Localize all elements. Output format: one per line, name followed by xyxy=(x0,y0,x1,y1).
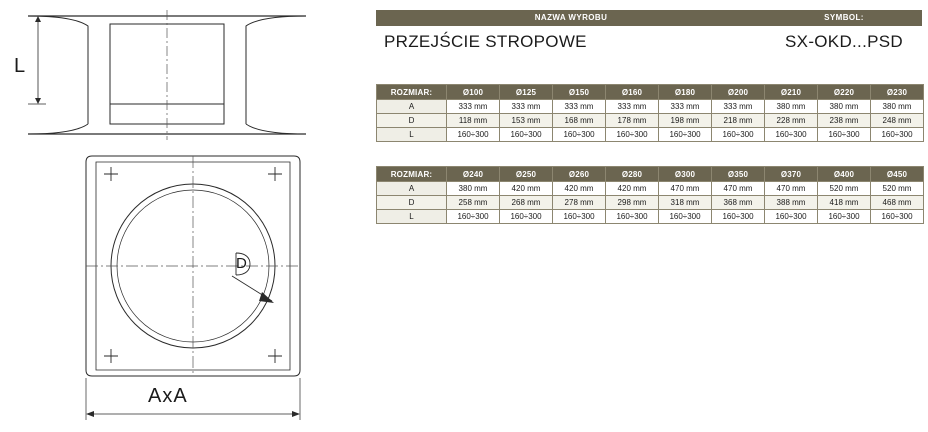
table2-row0-cell1: 420 mm xyxy=(500,182,553,196)
table1-row1-cell3: 178 mm xyxy=(606,114,659,128)
table2-row0-cell6: 470 mm xyxy=(765,182,818,196)
table2-row1-cell5: 368 mm xyxy=(712,196,765,210)
table2-header-5: Ø300 xyxy=(659,167,712,182)
table-row xyxy=(377,196,924,210)
table1-row1-cell4: 198 mm xyxy=(659,114,712,128)
table2-row1-cell2: 278 mm xyxy=(553,196,606,210)
table2-header-4: Ø280 xyxy=(606,167,659,182)
table1-row1-cell5: 218 mm xyxy=(712,114,765,128)
table2-row0-cell7: 520 mm xyxy=(818,182,871,196)
table1-header-3: Ø150 xyxy=(553,85,606,100)
table1-row1-cell2: 168 mm xyxy=(553,114,606,128)
table2-row2-cell8: 160÷300 xyxy=(871,210,924,224)
table2-row2-label: L xyxy=(377,210,447,224)
ceiling-penetration-drawing xyxy=(0,0,370,432)
size-table-2 xyxy=(376,166,924,224)
header-band-name-label: NAZWA WYROBU xyxy=(534,13,608,22)
table2-row2-cell0: 160÷300 xyxy=(447,210,500,224)
table2-row0-cell2: 420 mm xyxy=(553,182,606,196)
table1-row1-cell1: 153 mm xyxy=(500,114,553,128)
table-row xyxy=(377,210,924,224)
table1-row0-cell0: 333 mm xyxy=(447,100,500,114)
table1-row2-cell8: 160÷300 xyxy=(871,128,924,142)
table2-row0-cell3: 420 mm xyxy=(606,182,659,196)
table1-row0-cell2: 333 mm xyxy=(553,100,606,114)
table1-row2-label: L xyxy=(377,128,447,142)
table2-row1-cell1: 268 mm xyxy=(500,196,553,210)
header-values xyxy=(376,32,922,60)
label-L: L xyxy=(14,55,27,77)
table2-header-8: Ø400 xyxy=(818,167,871,182)
header-band xyxy=(376,10,922,26)
table-header-row xyxy=(377,85,924,100)
table2-row0-cell8: 520 mm xyxy=(871,182,924,196)
dimension-L xyxy=(28,16,46,104)
table1-header-6: Ø200 xyxy=(712,85,765,100)
table1-row2-cell2: 160÷300 xyxy=(553,128,606,142)
table2-row1-label: D xyxy=(377,196,447,210)
table1-row1-label: D xyxy=(377,114,447,128)
table1-row0-cell1: 333 mm xyxy=(500,100,553,114)
table1-row0-cell7: 380 mm xyxy=(818,100,871,114)
table2-row2-cell1: 160÷300 xyxy=(500,210,553,224)
table2-row2-cell7: 160÷300 xyxy=(818,210,871,224)
table2-header-2: Ø250 xyxy=(500,167,553,182)
plan-view xyxy=(86,156,300,376)
table1-row2-cell5: 160÷300 xyxy=(712,128,765,142)
table2-row0-cell0: 380 mm xyxy=(447,182,500,196)
table1-row2-cell7: 160÷300 xyxy=(818,128,871,142)
table2-row1-cell8: 468 mm xyxy=(871,196,924,210)
size-table-1 xyxy=(376,84,924,142)
table2-row1-cell7: 418 mm xyxy=(818,196,871,210)
table1-row0-cell4: 333 mm xyxy=(659,100,712,114)
table1-header-5: Ø180 xyxy=(659,85,712,100)
table1-row2-cell3: 160÷300 xyxy=(606,128,659,142)
table2-header-6: Ø350 xyxy=(712,167,765,182)
table2-row2-cell6: 160÷300 xyxy=(765,210,818,224)
table-row xyxy=(377,100,924,114)
table-row xyxy=(377,182,924,196)
table2-row2-cell2: 160÷300 xyxy=(553,210,606,224)
table2-header-3: Ø260 xyxy=(553,167,606,182)
side-elevation-view xyxy=(28,10,306,140)
table1-header-8: Ø220 xyxy=(818,85,871,100)
table1-row0-cell8: 380 mm xyxy=(871,100,924,114)
table1-header-7: Ø210 xyxy=(765,85,818,100)
table2-row1-cell6: 388 mm xyxy=(765,196,818,210)
table1-row0-label: A xyxy=(377,100,447,114)
table1-row1-cell6: 228 mm xyxy=(765,114,818,128)
table2-row2-cell3: 160÷300 xyxy=(606,210,659,224)
table2-header-1: Ø240 xyxy=(447,167,500,182)
table1-header-9: Ø230 xyxy=(871,85,924,100)
label-D: D xyxy=(236,255,247,272)
technical-drawing-panel xyxy=(0,0,370,432)
table1-row1-cell8: 248 mm xyxy=(871,114,924,128)
product-symbol: SX-OKD...PSD xyxy=(785,32,903,51)
table1-row2-cell6: 160÷300 xyxy=(765,128,818,142)
label-AxA: AxA xyxy=(148,385,188,407)
table1-row2-cell4: 160÷300 xyxy=(659,128,712,142)
table1-row1-cell7: 238 mm xyxy=(818,114,871,128)
table2-header-0: ROZMIAR: xyxy=(377,167,447,182)
table1-row2-cell1: 160÷300 xyxy=(500,128,553,142)
table1-header-4: Ø160 xyxy=(606,85,659,100)
table2-row2-cell4: 160÷300 xyxy=(659,210,712,224)
product-data-panel xyxy=(370,0,928,432)
table1-row0-cell3: 333 mm xyxy=(606,100,659,114)
table2-row2-cell5: 160÷300 xyxy=(712,210,765,224)
table1-row2-cell0: 160÷300 xyxy=(447,128,500,142)
table-row xyxy=(377,114,924,128)
table2-row0-cell5: 470 mm xyxy=(712,182,765,196)
table1-header-1: Ø100 xyxy=(447,85,500,100)
header-band-symbol-label: SYMBOL: xyxy=(824,13,864,22)
product-name: PRZEJŚCIE STROPOWE xyxy=(384,32,587,51)
table2-row0-cell4: 470 mm xyxy=(659,182,712,196)
table-row xyxy=(377,128,924,142)
table2-header-7: Ø370 xyxy=(765,167,818,182)
table1-header-2: Ø125 xyxy=(500,85,553,100)
table1-row0-cell6: 380 mm xyxy=(765,100,818,114)
table1-row0-cell5: 333 mm xyxy=(712,100,765,114)
table2-row1-cell3: 298 mm xyxy=(606,196,659,210)
table2-row1-cell4: 318 mm xyxy=(659,196,712,210)
table2-row0-label: A xyxy=(377,182,447,196)
table2-row1-cell0: 258 mm xyxy=(447,196,500,210)
table1-row1-cell0: 118 mm xyxy=(447,114,500,128)
table-header-row xyxy=(377,167,924,182)
table2-header-9: Ø450 xyxy=(871,167,924,182)
table1-header-0: ROZMIAR: xyxy=(377,85,447,100)
dimension-AxA xyxy=(86,378,300,420)
